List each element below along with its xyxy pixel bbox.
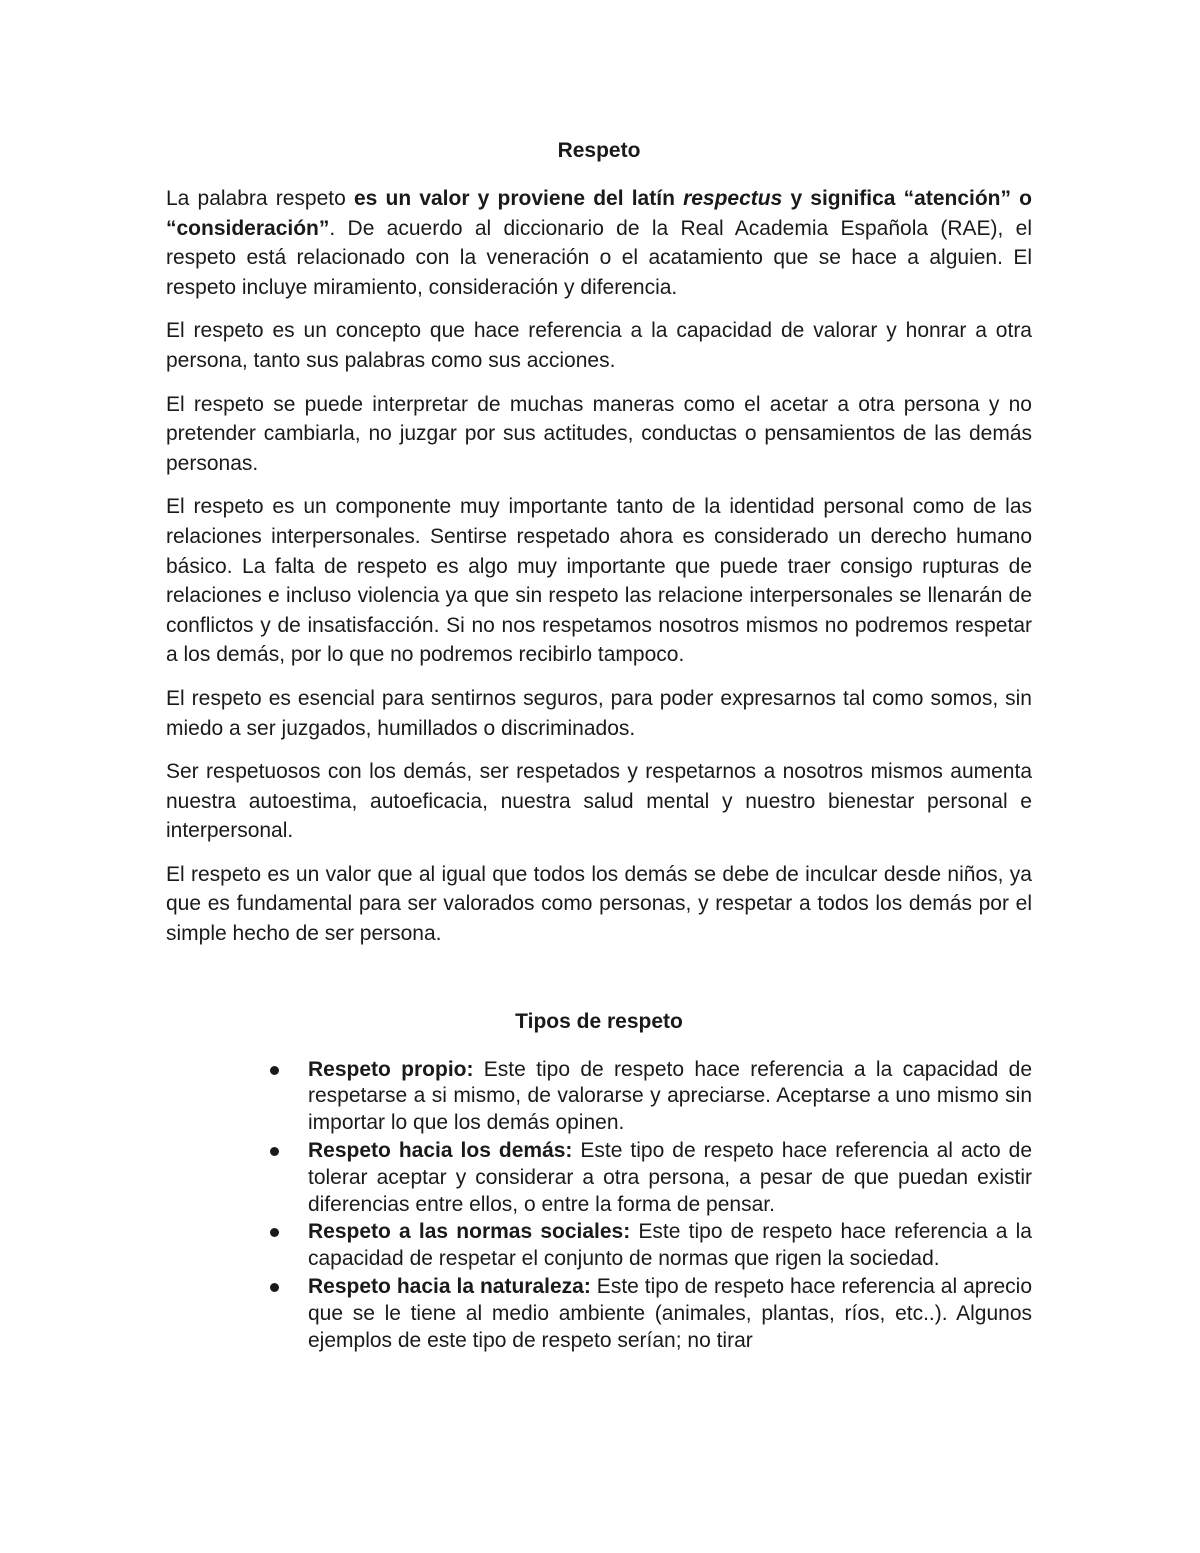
intro-text-2: . De acuerdo al diccionario de la Real Academia Española (RAE), el respeto está relacionado con la veneración o el acatamiento que se hace a alguien. El respeto incluye miramiento, consideración y diferencia. bbox=[166, 216, 1032, 299]
types-title: Tipos de respeto bbox=[515, 1009, 683, 1033]
paragraph: Ser respetuosos con los demás, ser respetados y respetarnos a nosotros mismos aumenta nuestra autoestima, autoeficacia, nuestra salud mental y nuestro bienestar personal e interpersonal. bbox=[166, 760, 1032, 843]
document-title: Respeto bbox=[557, 139, 641, 162]
intro-paragraph bbox=[166, 184, 1032, 302]
type-text: Este tipo de respeto hace referencia al acto de tolerar aceptar y considerar a otra persona, a pesar de que puedan existir diferencias entre ellos, o entre la forma de pensar. bbox=[308, 1139, 1032, 1216]
bullet-icon bbox=[270, 1147, 279, 1156]
type-label: Respeto hacia los demás: bbox=[308, 1139, 573, 1163]
list-item bbox=[308, 1219, 1032, 1273]
bullet-icon bbox=[270, 1228, 279, 1237]
type-text: Este tipo de respeto hace referencia al aprecio que se le tiene al medio ambiente (animales, plantas, ríos, etc..). Algunos ejemplos de este tipo de respeto serían; no tirar bbox=[308, 1275, 1032, 1352]
intro-bold-italic: respectus bbox=[683, 187, 783, 210]
type-text: Este tipo de respeto hace referencia a la capacidad de respetar el conjunto de normas que rigen la sociedad. bbox=[308, 1220, 1032, 1271]
intro-bold-2: y significa “atención” o “consideración” bbox=[166, 187, 1032, 240]
intro-text-1: La palabra respeto bbox=[166, 187, 354, 210]
intro-bold-1: es un valor y proviene del latín bbox=[353, 187, 684, 210]
paragraph: El respeto se puede interpretar de muchas maneras como el acetar a otra persona y no pretender cambiarla, no juzgar por sus actitudes, conductas o pensamientos de las demás personas. bbox=[166, 392, 1032, 475]
document-page bbox=[166, 136, 1032, 1355]
paragraph: El respeto es esencial para sentirnos seguros, para poder expresarnos tal como somos, sin miedo a ser juzgados, humillados o discriminados. bbox=[166, 686, 1032, 740]
type-label: Respeto hacia la naturaleza: bbox=[308, 1275, 591, 1299]
bullet-icon bbox=[270, 1283, 279, 1292]
type-text: Este tipo de respeto hace referencia a la capacidad de respetarse a si mismo, de valorarse y apreciarse. Aceptarse a uno mismo sin importar lo que los demás opinen. bbox=[308, 1057, 1032, 1135]
list-item bbox=[308, 1138, 1032, 1218]
paragraph: El respeto es un componente muy importante tanto de la identidad personal como de las relaciones interpersonales. Sentirse respetado ahora es considerado un derecho humano básico. La falta de respeto es algo muy importante que puede traer consigo rupturas de relaciones e incluso violencia ya que sin respeto las relacione interpersonales se llenarán de conflictos y de insatisfacción. Si no nos respetamos nosotros mismos no podremos respetar a los demás, por lo que no podremos recibirlo tampoco. bbox=[166, 495, 1032, 667]
list-item bbox=[308, 1274, 1032, 1354]
types-list bbox=[166, 1057, 1032, 1355]
paragraph: El respeto es un concepto que hace referencia a la capacidad de valorar y honrar a otra persona, tanto sus palabras como sus acciones. bbox=[166, 319, 1032, 372]
list-item bbox=[308, 1057, 1032, 1137]
paragraph: El respeto es un valor que al igual que todos los demás se debe de inculcar desde niños, ya que es fundamental para ser valorados como personas, y respetar a todos los demás por el simple hecho de ser persona. bbox=[166, 862, 1032, 946]
type-label: Respeto a las normas sociales: bbox=[308, 1220, 631, 1244]
type-label: Respeto propio: bbox=[308, 1057, 474, 1081]
bullet-icon bbox=[270, 1066, 279, 1075]
